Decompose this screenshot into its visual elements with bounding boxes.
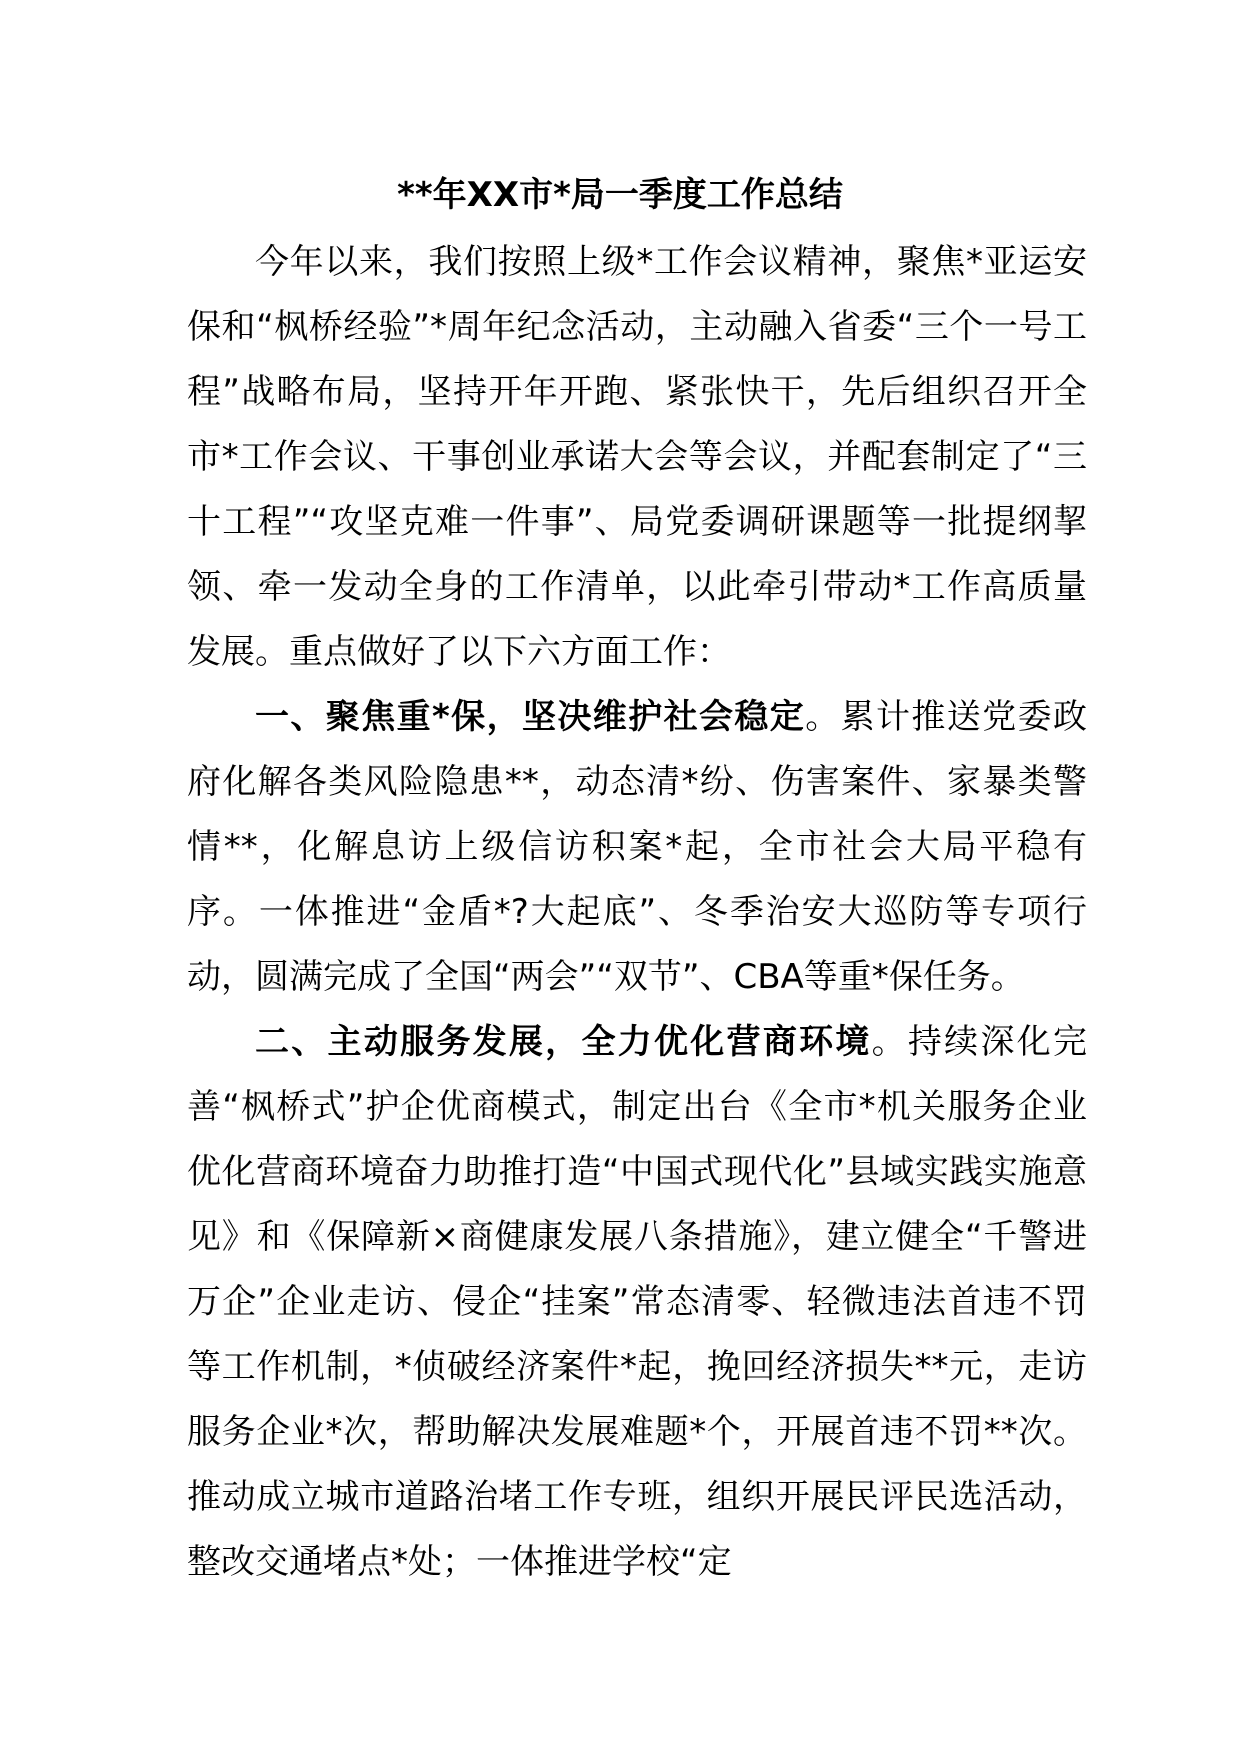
paragraph-section-1 [187,685,1087,1010]
paragraph-section-2 [187,1010,1087,1595]
section-heading: 二、主动服务发展，全力优化营商环境 [255,1022,872,1062]
document-title: **年XX市*局一季度工作总结 [397,175,843,215]
paragraph-intro [187,230,1087,685]
paragraph-text: 。累计推送党委政府化解各类风险隐患**，动态清*纷、伤害案件、家暴类警情**，化解息访上级信访积案*起，全市社会大局平稳有序。一体推进“金盾*?大起底”、冬季治安大巡防等专项行动，圆满完成了全国“两会”“双节”、CBA等重*保任务。 [187,697,1088,997]
paragraph-text: 。持续深化完善“枫桥式”护企优商模式，制定出台《全市*机关服务企业优化营商环境奋力助推打造“中国式现代化”县域实践实施意见》和《保障新×商健康发展八条措施》，建立健全“千警进万企”企业走访、侵企“挂案”常态清零、轻微违法首违不罚等工作机制，*侦破经济案件*起，挽回经济损失**元，走访服务企业*次，帮助解决发展难题*个，开展首违不罚**次。推动成立城市道路治堵工作专班，组织开展民评民选活动，整改交通堵点*处；一体推进学校“定 [187,1022,1088,1582]
paragraph-text: 今年以来，我们按照上级*工作会议精神，聚焦*亚运安保和“枫桥经验”*周年纪念活动，主动融入省委“三个一号工程”战略布局，坚持开年开跑、紧张快干，先后组织召开全市*工作会议、干事创业承诺大会等会议，并配套制定了“三十工程”“攻坚克难一件事”、局党委调研课题等一批提纲挈领、牵一发动全身的工作清单，以此牵引带动*工作高质量发展。重点做好了以下六方面工作： [187,242,1087,672]
section-heading: 一、聚焦重*保，坚决维护社会稳定 [255,697,806,737]
document-body [187,230,1087,1595]
